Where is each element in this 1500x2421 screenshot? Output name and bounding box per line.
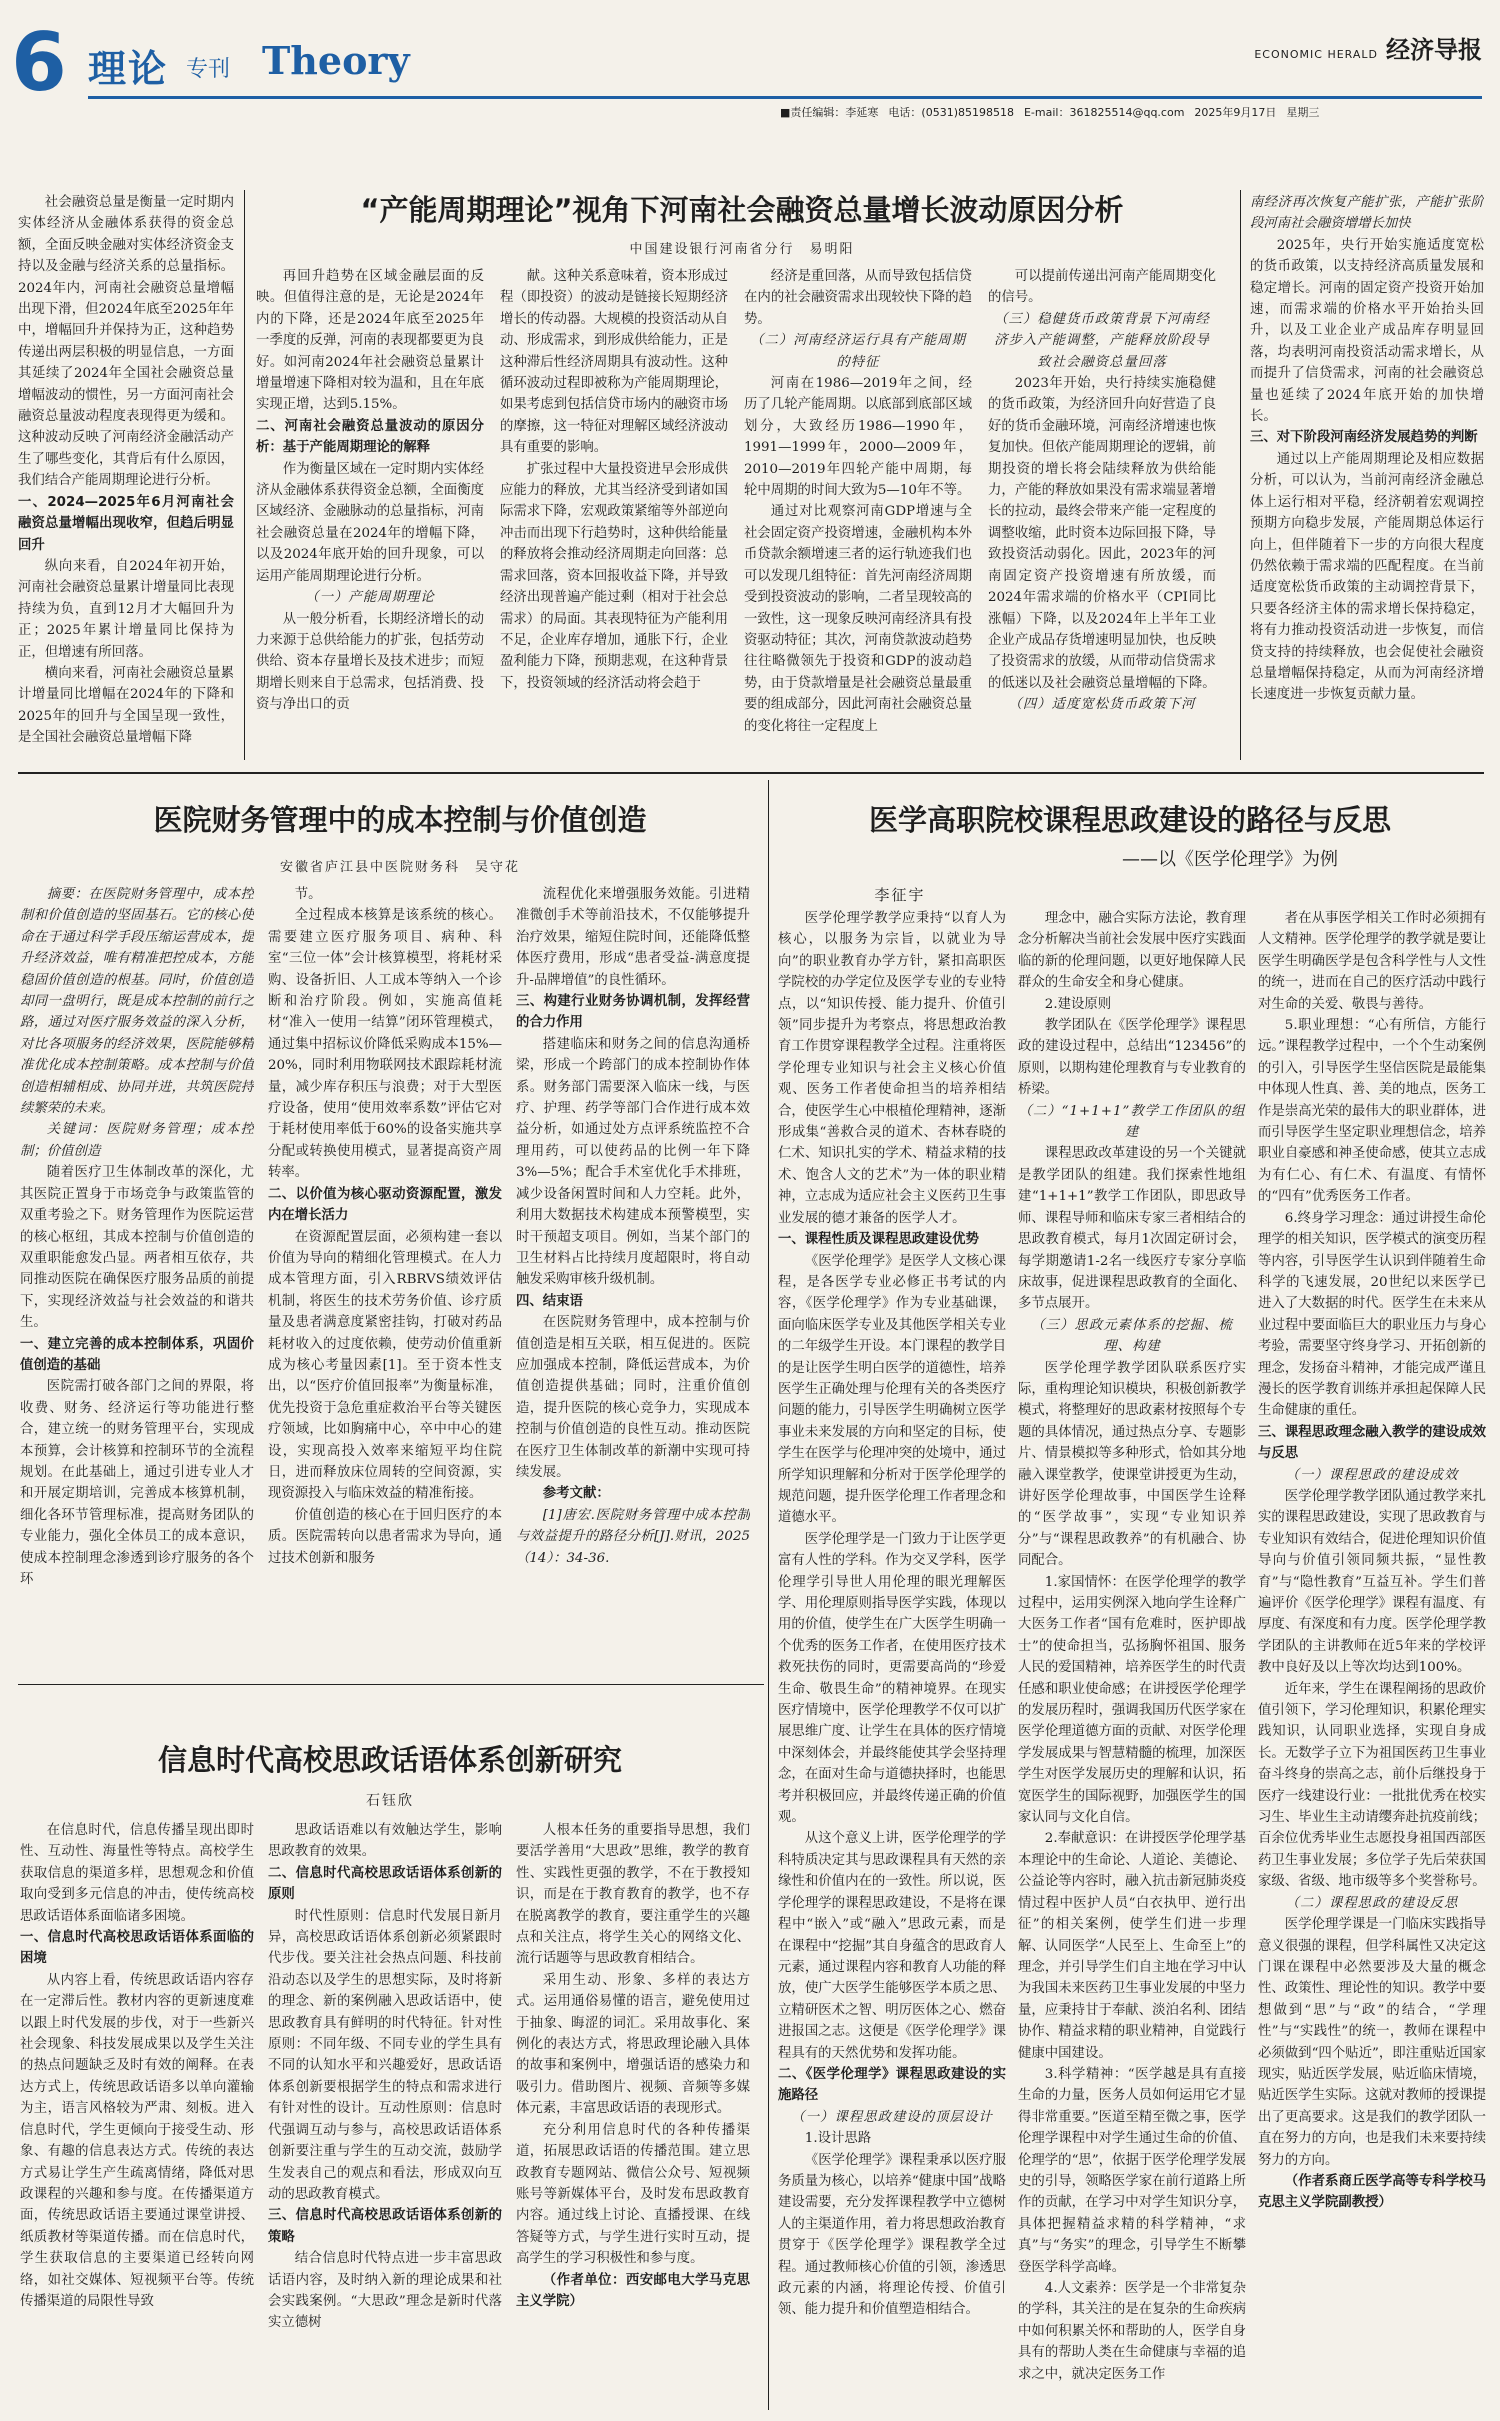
section-divider [18, 772, 1484, 774]
art1-col-2 [500, 266, 728, 758]
page-number: 6 [11, 16, 67, 109]
paragraph: 3.科学精神：“医学越是具有直接生命的力量，医务人员如何运用它才显得非常重要。”医道至精至微之事，医学伦理学课程中对学生通过生命的价值、伦理学的“思”，依据于医学伦理学发展史的引导，领略医学家在前行道路上所作的贡献，在学习中对学生知识分享，具体把握精益求精的科学精神，“求真”与“务实”的理念，引导学生不断攀登医学科学高峰。 [1018, 2066, 1246, 2275]
paragraph: 5.职业理想：“心有所信，方能行远。”课程教学过程中，一个个生动案例的引入，引导医学生坚信医院是最能集中体现人性真、善、美的地点，医务工作是崇高光荣的最伟大的职业群体，进而引导医学生坚定职业理想信念，培养职业自豪感和神圣使命感，使其立志成为有仁心、有仁术、有温度、有情怀的“四有”优秀医务工作者。 [1258, 1018, 1486, 1205]
art1-col-3 [744, 266, 972, 758]
paragraph: 近年来，学生在课程阐扬的思政价值引领下，学习伦理知识，积累伦理实践知识，认同职业选择，实现自身成长。无数学子立下为祖国医药卫生事业奋斗终身的崇高之志，前仆后继投身于医疗一线建设行业：一批批优秀在校实习生、毕业生主动请缨奔赴抗疫前线；百余位优秀毕业生志愿投身祖国西部医药卫生事业发展；多位学子先后荣获国家级、省级、地市级等多个奖誉称号。 [1258, 1681, 1486, 1890]
paragraph: 结合信息时代特点进一步丰富思政话语内容，及时纳入新的理论成果和社会实践案例。“大思政”理念是新时代落实立德树 [268, 2251, 502, 2331]
paragraph: 医学伦理学教学团队联系医疗实际，重构理论知识模块，积极创新教学模式，将整理好的思政素材按照每个专题的具体情况，通过热点分享、专题影片、情景模拟等多种形式，恰如其分地融入课堂教学，使课堂讲授更为生动，讲好医学伦理故事，中国医学生诠释的“医学故事”，实现“专业知识养分”与“课程思政教养”的有机融合、协同配合。 [1018, 1360, 1246, 1569]
meta-editor: ■责任编辑：李延寒 [780, 106, 879, 119]
paragraph: 再回升趋势在区域金融层面的反映。但值得注意的是，无论是2024年内的下降，还是2024年底至2025年一季度的反弹，河南的表现都要更为良好。如河南2024年社会融资总量累计增量增速下降相对较为温和，且在年底实现正增，达到5.15%。 [256, 269, 484, 413]
subheading: （二）“1+1+1”教学工作团队的组建 [1018, 1103, 1246, 1141]
meta-weekday: 星期三 [1286, 106, 1320, 119]
art3-byline: 李征宇 [874, 886, 926, 904]
subheading: （三）稳健货币政策背景下河南经济步入产能调整，产能释放阶段导致社会融资总量回落 [994, 311, 1210, 370]
subheading: （四）适度宽松货币政策下河 [1008, 697, 1196, 713]
paragraph: 2023年开始，央行持续实施稳健的货币政策，为经济回升向好营造了良好的货币金融环境，河南经济增速也恢复加快。但依产能周期理论的逻辑，前期投资的增长将会陆续释放为供给能力，产能的释放如果没有需求端显著增长的拉动，最终会带来产能一定程度的调整收缩，此时资本边际回报下降，导致投资活动弱化。因此，2023年的河南固定资产投资增速有所放缓，而2024年需求端的价格水平（CPI同比涨幅）下降，以及2024年上半年工业企业产成品存货增速明显加快，也反映了投资需求的放缓，从而带动信贷需求的低迷以及社会融资总量增幅的下降。 [988, 376, 1216, 691]
art4-col-3 [516, 1820, 750, 2410]
paragraph: 搭建临床和财务之间的信息沟通桥梁，形成一个跨部门的成本控制协作体系。财务部门需要深入临床一线，与医疗、护理、药学等部门合作进行成本效益分析，如通过处方点评系统监控不合理用药，可以使药品的比例一年下降3%—5%；配合手术室优化手术排班，减少设备闲置时间和人力空耗。此外，利用大数据技术构建成本预警模型，实时干预超支项目。例如，当某个部门的卫生材料占比持续月度超限时，将自动触发采购审核升级机制。 [516, 1036, 750, 1288]
subheading: （一）课程思政的建设成效 [1285, 1467, 1459, 1483]
paragraph: 采用生动、形象、多样的表达方式。运用通俗易懂的语言，避免使用过于抽象、晦涩的词汇。采用故事化、案例化的表达方式，将思政理论融入具体的故事和案例中，增强话语的感染力和吸引力。借助图片、视频、音频等多媒体元素，丰富思政话语的表现形式。 [516, 1972, 750, 2117]
paragraph: 节。 [294, 887, 322, 902]
art2-col-3 [516, 884, 750, 1670]
art1-title: “产能周期理论”视角下河南社会融资总量增长波动原因分析 [360, 193, 1124, 227]
paragraph: 者在从事医学相关工作时必须拥有人文精神。医学伦理学的教学就是要让医学生明确医学是包含科学性与人文性的统一，进而在自己的医疗活动中践行对生命的关爱、敬畏与善待。 [1258, 911, 1486, 1012]
paragraph: 从内容上看，传统思政话语内容存在一定滞后性。教材内容的更新速度难以跟上时代发展的步伐，对于一些新兴社会现象、科技发展成果以及学生关注的热点问题缺乏及时有效的阐释。在表达方式上，传统思政话语多以单向灌输为主，语言风格较为严肃、刻板。进入信息时代，学生更倾向于接受生动、形象、有趣的信息表达方式。传统的表达方式易让学生产生疏离情绪，降低对思政课程的兴趣和参与度。在传播渠道方面，传统思政话语主要通过课堂讲授、纸质教材等渠道传播。而在信息时代，学生获取信息的主要渠道已经转向网络，如社交媒体、短视频平台等。传统传播渠道的局限性导致 [20, 1972, 254, 2309]
art2-title: 医院财务管理中的成本控制与价值创造 [153, 803, 647, 837]
paragraph: 理念中，融合实际方法论，教育理念分析解决当前社会发展中医疗实践面临的新的伦理问题，以更好地保障人民群众的生命安全和身心健康。 [1018, 911, 1246, 991]
paper-name-en: ECONOMIC HERALD [1254, 48, 1378, 61]
art1-col-1 [256, 266, 484, 758]
subheading: （二）课程思政的建设反思 [1285, 1895, 1459, 1911]
paragraph: 纵向来看，自2024年初开始，河南社会融资总量累计增量同比表现持续为负，直到12月才大幅回升为正；2025年累计增量同比保持为正，但增速有所回落。 [18, 558, 234, 660]
art3-col-3 [1258, 908, 1486, 2408]
paragraph: 经济是重回落，从而导致包括信贷在内的社会融资需求出现较快下降的趋势。 [744, 269, 972, 327]
meta-email: E-mail：361825514@qq.com [1023, 106, 1185, 119]
paragraph: 南经济再次恢复产能扩张，产能扩张阶段河南社会融资增增长加快 [1250, 195, 1484, 232]
art2-bottom-rule [18, 1684, 764, 1685]
paragraph: 《医学伦理学》是医学人文核心课程，是各医学专业必修正书考试的内容，《医学伦理学》作为专业基础课，面向临床医学专业及其他医学相关专业的二年级学生开设。本门课程的教学目的是让医学生明白医学的道德性，培养医学生正确处理与伦理有关的各类医疗问题的能力，引导医学生明确树立医学事业未来发展的方向和坚定的目标，使学生在医学与伦理冲突的处境中，通过所学知识理解和分析对于医学伦理学的规范问题，提升医学伦理工作者理念和道德水平。 [778, 1253, 1006, 1526]
subheading: （三）思政元素体系的挖掘、梳理、构建 [1031, 1317, 1233, 1355]
art1-byline: 中国建设银行河南省分行 易明阳 [629, 242, 855, 257]
paragraph: 时代性原则：信息时代发展日新月异，高校思政话语体系创新必须紧跟时代步伐。要关注社会热点问题、科技前沿动态以及学生的思想实际，及时将新的理念、新的案例融入思政话语中，使思政教育具有鲜明的时代特征。针对性原则：不同年级、不同专业的学生具有不同的认知水平和兴趣爱好，思政话语体系创新要根据学生的特点和需求进行有针对性的设计。互动性原则：信息时代强调互动与参与，高校思政话语体系创新要注重与学生的互动交流，鼓励学生发表自己的观点和看法，形成双向互动的思政教育模式。 [268, 1908, 502, 2202]
paragraph: 思政话语难以有效触达学生，影响思政教育的效果。 [268, 1823, 502, 1860]
section-heading: 三、课程思政理念融入教学的建设成效与反思 [1258, 1424, 1486, 1462]
paragraph: 教学团队在《医学伦理学》课程思政的建设过程中，总结出“123456”的原则，以期构建伦理教育与专业教育的桥梁。 [1018, 1018, 1246, 1098]
art4-byline: 石钰欣 [366, 1793, 414, 1809]
paragraph: 可以提前传递出河南产能周期变化的信号。 [988, 269, 1216, 306]
section-heading: 二、《医学伦理学》课程思政建设的实施路径 [778, 2066, 1006, 2104]
paragraph: 2025年，央行开始实施适度宽松的货币政策，以支持经济高质量发展和稳定增长。河南的固定资产投资开始加速，而需求端的价格水平开始抬头回升，以及工业企业产成品库存明显回落，均表明河南投资活动需求增长，从而提升了信贷需求，河南的社会融资总量也延续了2024年底开始的加快增长。 [1250, 237, 1484, 425]
art1-col-4 [988, 266, 1216, 758]
header-meta [780, 104, 1480, 120]
section-heading: 一、信息时代高校思政话语体系面临的困境 [20, 1930, 254, 1967]
paragraph: 全过程成本核算是该系统的核心。需要建立医疗服务项目、病种、科室“三位一体”会计核算模型，将耗材采购、设备折旧、人工成本等纳入一个诊断和治疗阶段。例如，实施高值耗材“准入一使用一结算”闭环管理模式，通过集中招标议价降低采购成本15%—20%，同时利用物联网技术跟踪耗材流量，减少库存积压与浪费；对于大型医疗设备，使用“使用效率系数”评估它对于耗材使用率低于60%的设备实施共享分配或转换使用模式，显著提高资产周转率。 [268, 908, 502, 1181]
paragraph: 关键词：医院财务管理；成本控制；价值创造 [20, 1122, 254, 1159]
paragraph: 参考文献： [542, 1486, 610, 1502]
section-subtitle: 专刊 [186, 57, 231, 82]
paragraph: 4.人文素养：医学是一个非常复杂的学科，其关注的是在复杂的生命疾病中如何积累关怀和帮助的人，医学自身具有的帮助人类在生命健康与幸福的追求之中，就决定医务工作 [1018, 2281, 1246, 2382]
paragraph: 献。这种关系意味着，资本形成过程（即投资）的波动是链接长短期经济增长的传动器。大规模的投资活动从自动、形成需求，到形成供给能力，正是这种滞后性经济周期具有波动性。这种循环波动过程即被称为产能周期理论，如果考虑到包括信贷市场内的融资市场的摩擦，这一特征对理解区域经济波动具有重要的影响。 [500, 269, 728, 456]
paragraph: 2.建设原则 [1044, 996, 1112, 1012]
paragraph: 通过以上产能周期理论及相应数据分析，可以认为，当前河南经济金融总体上运行相对平稳，经济朝着宏观调控预期方向稳步发展，产能周期总体运行向上，但伴随着下一步的方向很大程度仍然依赖于需求端的匹配程度。在当前适度宽松货币政策的主动调控背景下，只要各经济主体的需求增长保持稳定，将有力推动投资活动进一步恢复，而信贷支持的持续释放，也会促使社会融资总量增幅保持稳定，从而为河南经济增长速度进一步恢复贡献力量。 [1250, 451, 1484, 703]
meta-date: 2025年9月17日 [1194, 106, 1277, 119]
paragraph: 流程优化来增强服务效能。引进精准微创手术等前沿技术，不仅能够提升治疗效果，缩短住院时间，还能降低整体医疗费用，形成“患者受益-满意度提升-品牌增值”的良性循环。 [516, 887, 750, 988]
paragraph: 河南在1986—2019年之间，经历了几轮产能周期。以底部到底部区域划分，大致经历1986—1990年，1991—1999年，2000—2009年，2010—2019年四轮产能中周期，每轮中周期的时间大致为5—10年不等。 [744, 376, 972, 499]
section-heading: 三、构建行业财务协调机制，发挥经营的合力作用 [516, 994, 750, 1031]
art1-col-right [1250, 192, 1484, 762]
section-title-en: Theory [262, 38, 410, 83]
art4-title: 信息时代高校思政话语体系创新研究 [157, 1743, 622, 1777]
art3-col-2 [1018, 908, 1246, 2408]
art1-right-divider [1240, 190, 1241, 760]
paper-name-cn: 经济导报 [1386, 36, 1482, 64]
meta-phone: 电话：(0531)85198518 [888, 106, 1014, 119]
paragraph: 《医学伦理学》课程秉承以医疗服务质量为核心，以培养“健康中国”战略建设需要，充分发挥课程教学中立德树人的主渠道作用，着力将思想政治教育贯穿于《医学伦理学》课程教学全过程。通过教师核心价值的引领，渗透思政元素的内涵，将理论传授、价值引领、能力提升和价值塑造相结合。 [778, 2152, 1006, 2318]
paragraph: 在资源配置层面，必须构建一套以价值为导向的精细化管理模式。在人力成本管理方面，引入RBRVS绩效评估机制，将医生的技术劳务价值、诊疗质量及患者满意度紧密挂钩，打破对药品耗材收入的过度依赖，使劳动价值重新成为核心考量因素[1]。至于资本性支出，以“医疗价值回报率”为衡量标准，优先投资于急危重症救治平台等关键医疗领域，比如胸痛中心，卒中中心的建设，实现高投入效率来缩短平均住院日，进而释放床位周转的空间资源，实现资源投入与临床效益的精准衔接。 [268, 1229, 502, 1502]
paragraph: 1.设计思路 [804, 2131, 872, 2147]
paragraph: （作者单位：西安邮电大学马克思主义学院） [516, 2272, 750, 2309]
paragraph: 医学伦理学教学团队通过教学来扎实的课程思政建设，实现了思政教育与专业知识有效结合，促进伦理知识价值导向与价值引领同频共振，“显性教育”与“隐性教育”互益互补。学生们普遍评价《医学伦理学》课程有温度、有厚度、有深度和有力度。医学伦理学教学团队的主讲教师在近5年来的学校评教中良好及以上等次均达到100%。 [1258, 1488, 1486, 1676]
paragraph: 课程思政改革建设的另一个关键就是教学团队的组建。我们探索性地组建“1+1+1”教学工作团队，即思政导师、课程导师和临床专家三者相结合的思政教育模式，每月1次固定研讨会，每学期邀请1-2名一线医疗专家分享临床故事，促进课程思政教育的全面化、多节点展开。 [1018, 1146, 1246, 1312]
paragraph: 摘要：在医院财务管理中，成本控制和价值创造的坚固基石。它的核心使命在于通过科学手段压缩运营成本，提升经济效益，唯有精准把控成本，方能稳固价值创造的根基。同时，价值创造却同一盘明行，既是成本控制的前行之路，通过对医疗服务效益的深入分析，对比各项服务的经济效果，医院能够精准优化成本控制策略。成本控制与价值创造相辅相成、协同并进，共筑医院持续繁荣的未来。 [20, 887, 254, 1117]
art3-subtitle: ——以《医学伦理学》为例 [1122, 849, 1338, 870]
header-rule [88, 96, 1482, 99]
section-heading: 二、信息时代高校思政话语体系创新的原则 [268, 1865, 502, 1903]
section-heading: 一、2024—2025年6月河南社会融资总量增幅出现收窄，但趋后明显回升 [18, 494, 234, 553]
paragraph: 6.终身学习理念：通过讲授生命伦理学的相关知识，医学模式的演变历程等内容，引导医学生认识到伴随着生命科学的飞速发展，20世纪以来医学已进入了大数据的时代。医学生在未来从业过程中要面临巨大的职业压力与身心考验，需要坚守终身学习、开拓创新的理念，发扬奋斗精神，才能完成严谨且漫长的医学教育训练并承担起保障人民生命健康的重任。 [1258, 1210, 1486, 1419]
art1-col-left [18, 192, 234, 768]
paragraph: （作者系商丘医学高等专科学校马克思主义学院副教授） [1258, 2173, 1486, 2211]
section-heading: 二、河南社会融资总量波动的原因分析：基于产能周期理论的解释 [256, 418, 484, 456]
paragraph: 医学伦理学课是一门临床实践指导意义很强的课程，但学科属性又决定这门课在课程中必然要涉及大量的概念性、政策性、理论性的知识。教学中要想做到“思”与“政”的结合，“学理性”与“实践性”的统一，教师在课程中必须做到“四个贴近”，即注重贴近国家现实，贴近医学发展，贴近临床情境，贴近医学生实际。这就对教师的授课提出了更高要求。这是我们的教学团队一直在努力的方向，也是我们未来要持续努力的方向。 [1258, 1917, 1486, 2168]
art3-title: 医学高职院校课程思政建设的路径与反思 [868, 803, 1391, 837]
page-vertical-divider [768, 780, 769, 2410]
section-heading: 一、课程性质及课程思政建设优势 [778, 1232, 979, 1248]
paragraph: 通过对比观察河南GDP增速与全社会固定资产投资增速，金融机构本外币贷款余额增速三者的运行轨迹我们也可以发现几组特征：首先河南经济周期受到投资波动的影响，二者呈现较高的一致性，这一现象反映河南经济具有投资驱动特征；其次，河南贷款波动趋势往往略微领先于投资和GDP的波动趋势，由于贷款增量是社会融资总量最重要的组成部分，因此河南社会融资总量的变化将往一定程度上 [744, 504, 972, 734]
art1-divider [244, 190, 245, 760]
paragraph: 充分利用信息时代的各种传播渠道，拓展思政话语的传播范围。建立思政教育专题网站、微信公众号、短视频账号等新媒体平台，及时发布思政教育内容。通过线上讨论、直播授课、在线答疑等方式，与学生进行实时互动，提高学生的学习积极性和参与度。 [516, 2122, 750, 2267]
section-heading: 四、结束语 [516, 1293, 583, 1309]
art2-byline: 安徽省庐江县中医院财务科 吴守花 [279, 860, 520, 875]
section-heading: 三、信息时代高校思政话语体系创新的策略 [268, 2208, 502, 2245]
paragraph: 随着医疗卫生体制改革的深化，尤其医院正置身于市场竞争与政策监管的双重考验之下。财务管理作为医院运营的核心枢纽，其成本控制与价值创造的双重职能愈发凸显。两者相互依存，共同推动医院在确保医疗服务品质的前提下，实现经济效益与社会效益的和谐共生。 [20, 1165, 254, 1331]
paragraph: 医院需打破各部门之间的界限，将收费、财务、经济运行等功能进行整合，建立统一的财务管理平台，实现成本预算，会计核算和控制环节的全流程规划。在此基础上，通过引进专业人才和开展定期培训，完善成本核算机制，细化各环节管理标准，提高财务团队的专业能力，强化全体员工的成本意识，使成本控制理念渗透到诊疗服务的各个环 [20, 1379, 254, 1587]
paragraph: 作为衡量区域在一定时期内实体经济从金融体系获得资金总额，全面衡度区域经济、金融脉动的总量指标，河南社会融资总量在2024年的增幅下降，以及2024年底开始的回升现象，可以运用产能周期理论进行分析。 [256, 461, 484, 584]
paragraph: 从一般分析看，长期经济增长的动力来源于总供给能力的扩张，包括劳动供给、资本存量增长及技术进步；而短期增长则来自于总需求，包括消费、投资与净出口的贡 [256, 611, 484, 713]
paragraph: 人根本任务的重要指导思想，我们要活学善用“大思政”思维，教学的教育性、实践性更强的教学，不在于教授知识，而是在于教育教育的教学，也不存在脱离教学的教育，要注重学生的兴趣点和关注点，将学生关心的网络文化、流行话题等与思政教育相结合。 [516, 1823, 750, 1967]
art4-col-2 [268, 1820, 502, 2410]
paragraph: 社会融资总量是衡量一定时期内实体经济从金融体系获得的资金总额，全面反映金融对实体经济资金支持以及金融与经济关系的总量指标。2024年内，河南社会融资总量增幅出现下滑，但2024年底至2025年年中，增幅回升并保持为正，这种趋势传递出两层积极的明显信息，一方面其延续了2024年全国社会融资总量增幅波动的惯性，另一方面河南社会融资总量波动程度表现得更为缓和。这种波动反映了河南经济金融活动产生了哪些变化，其背后有什么原因，我们结合产能周期理论进行分析。 [18, 195, 234, 489]
section-heading: 二、以价值为核心驱动资源配置，激发内在增长活力 [268, 1186, 502, 1224]
section-title: 理论 [88, 47, 169, 91]
paragraph: 1.家国情怀：在医学伦理学的教学过程中，运用实例深入地向学生诠释广大医务工作者“国有危难时，医护即战士”的使命担当，弘扬胸怀祖国、服务人民的爱国精神，培养医学生的时代责任感和职业使命感；在讲授医学伦理学的发展历程时，强调我国历代医学家在医学伦理道德方面的贡献、对医学伦理学发展成果与智慧精髓的梳理，加深医学生对医学发展历史的理解和认识，拓宽医学生的国际视野，加强医学生的国家认同与文化自信。 [1018, 1574, 1246, 1826]
paragraph: 在信息时代，信息传播呈现出即时性、互动性、海量性等特点。高校学生获取信息的渠道多样，思想观念和价值取向受到多元信息的冲击，使传统高校思政话语体系面临诸多困境。 [20, 1823, 254, 1924]
paragraph: 在医院财务管理中，成本控制与价值创造是相互关联，相互促进的。医院应加强成本控制，降低运营成本，为价值创造提供基础；同时，注重价值创造，提升医院的核心竞争力，实现成本控制与价值创造的良性互动。推动医院在医疗卫生体制改革的新潮中实现可持续发展。 [516, 1315, 750, 1480]
art2-col-1 [20, 884, 254, 1670]
subheading: （一）课程思政建设的顶层设计 [791, 2109, 993, 2125]
paragraph: [1]唐宏.医院财务管理中成本控制与效益提升的路径分析[J].财讯，2025（14）：34-36. [516, 1507, 750, 1566]
art3-col-1 [778, 908, 1006, 2408]
paragraph: 价值创造的核心在于回归医疗的本质。医院需转向以患者需求为导向，通过技术创新和服务 [268, 1507, 502, 1566]
art2-col-2 [268, 884, 502, 1670]
paragraph: 从这个意义上讲，医学伦理学的学科特质决定其与思政课程具有天然的亲缘性和价值内在的一致性。所以说，医学伦理学的课程思政建设，不是将在课程中“嵌入”或“融入”思政元素，而是在课程中“挖掘”其自身蕴含的思政育人元素，通过课程内容和教育人功能的释放，使广大医学生能够医学本质之思、立精研医术之智、明厉医体之心、燃奋进报国之志。这便是《医学伦理学》课程具有的天然优势和发挥功能。 [778, 1831, 1006, 2061]
subheading: （一）产能周期理论 [305, 590, 435, 606]
section-heading: 一、建立完善的成本控制体系，巩固价值创造的基础 [20, 1336, 254, 1373]
subheading: （二）河南经济运行具有产能周期的特征 [750, 333, 966, 370]
paragraph: 横向来看，河南社会融资总量累计增量同比增幅在2024年的下降和2025年的回升与全国呈现一致性，是全国社会融资总量增幅下降 [18, 665, 234, 746]
paragraph: 扩张过程中大量投资进早会形成供应能力的释放，尤其当经济受到诸如国际需求下降，宏观政策紧缩等外部逆向冲击而出现下行趋势时，这种供给能量的释放将会推动经济周期走向回落：总需求回落，资本回报收益下降，并导致经济出现普遍产能过剩（相对于社会总需求）的局面。其表现特征为产能利用不足，企业库存增加，通胀下行，企业盈利能力下降，预期悲观，在这种背景下，投资领域的经济活动将会趋于 [500, 461, 728, 691]
masthead [1254, 30, 1482, 65]
paragraph: 医学伦理学教学应秉持“以育人为核心，以服务为宗旨，以就业为导向”的职业教育办学方针，紧扣高职医学院校的办学定位及医学专业的专业特点，以“知识传授、能力提升、价值引领”同步提升为考察点，将思想政治教育工作贯穿课程教学全过程。注重将医学伦理专业知识与社会主义核心价值观、医务工作者使命担当的培养相结合，使医学生心中根植伦理精神，逐渐形成集“善救合灵的道术、杏林春晓的仁术、知识扎实的学术、精益求精的技术、饱含人文的艺术”为一体的职业精神，立志成为适应社会主义医药卫生事业发展的德才兼备的医学人才。 [778, 911, 1006, 1226]
paragraph: 2.奉献意识：在讲授医学伦理学基本理论中的生命论、人道论、美德论、公益论等内容时，融入抗击新冠肺炎疫情过程中医护人员“白衣执甲、逆行出征”的相关案例，使学生们进一步理解、认同医学“人民至上、生命至上”的理念，并引导学生们自主地在学习中认为我国未来医药卫生事业发展的中坚力量，应秉持甘于奉献、淡泊名利、团结协作、精益求精的职业精神，自觉践行健康中国建设。 [1018, 1831, 1246, 2061]
paragraph: 医学伦理学是一门致力于让医学更富有人性的学科。作为交叉学科，医学伦理学引导世人用伦理的眼光理解医学、用伦理原则指导医学实践，体现以用的价值，使学生在广大医学生明确一个优秀的医务工作者，在使用医疗技术救死扶伤的同时，更需要高尚的“珍爱生命、敬畏生命”的精神境界。在现实医疗情境中，医学伦理教学不仅可以扩展思维广度、让学生在具体的医疗情境中深刻体会，并最终能使其学会坚持理念，在面对生命与道德抉择时，也能思考并积极回应，并最终传递正确的价值观。 [778, 1531, 1006, 1826]
section-heading: 三、对下阶段河南经济发展趋势的判断 [1250, 430, 1478, 446]
art4-col-1 [20, 1820, 254, 2410]
